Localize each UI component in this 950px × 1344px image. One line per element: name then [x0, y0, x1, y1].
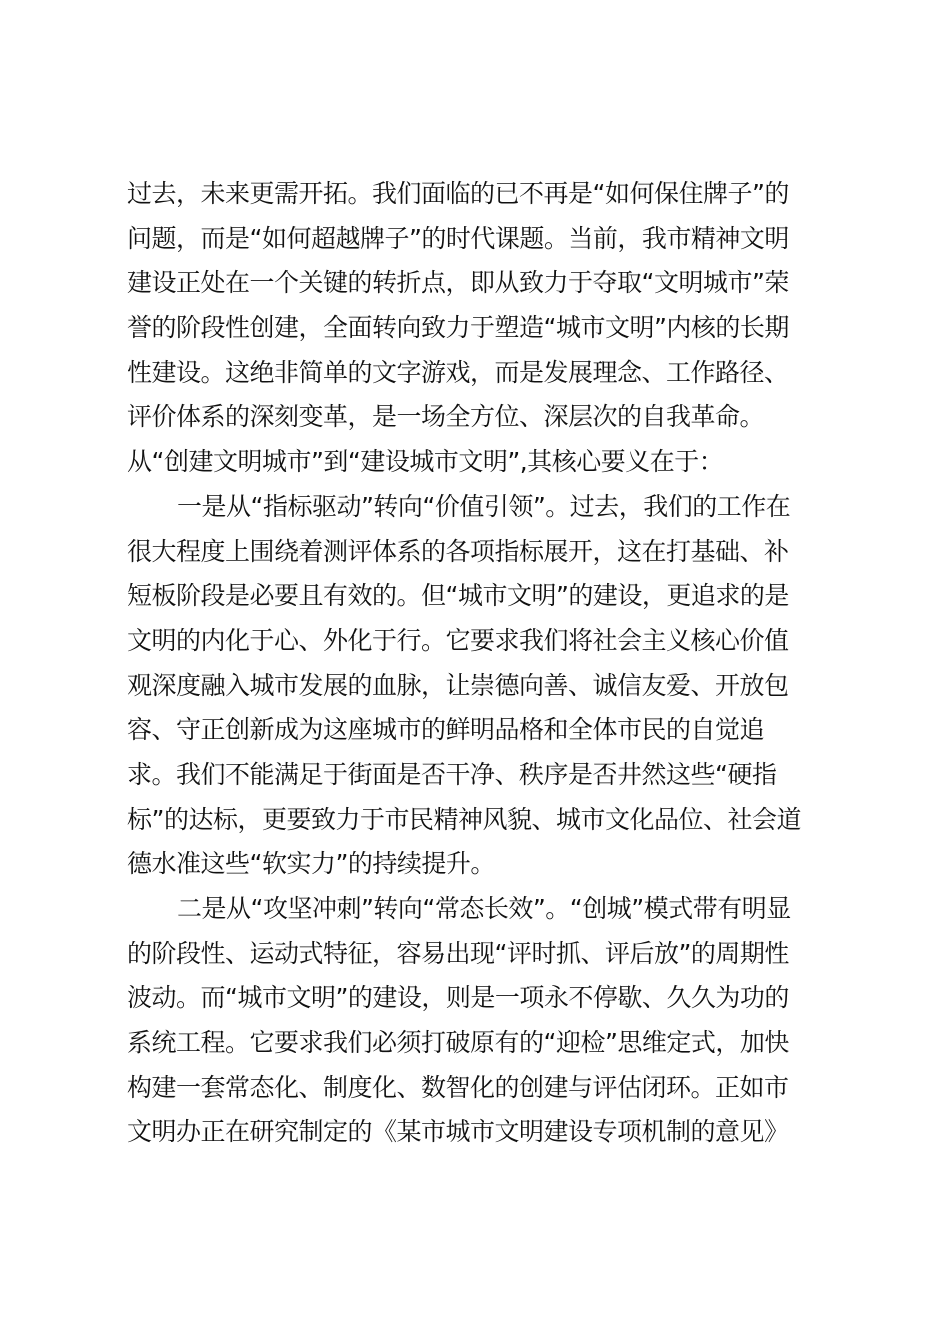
text-line: 过去，未来更需开拓。我们面临的已不再是“如何保住牌子”的 — [127, 179, 789, 208]
paragraph-point-two — [127, 887, 827, 1155]
text-line: 很大程度上围绕着测评体系的各项指标展开，这在打基础、补 — [127, 536, 789, 566]
text-line: 标”的达标，更要致力于市民精神风貌、城市文化品位、社会道 — [127, 804, 801, 834]
text-line: 短板阶段是必要且有效的。但“城市文明”的建设，更追求的是 — [127, 581, 789, 611]
text-line: 德水准这些“软实力”的持续提升。 — [127, 849, 495, 879]
paragraph-intro — [127, 440, 827, 485]
text-line: 文明的内化于心、外化于行。它要求我们将社会主义核心价值 — [127, 625, 789, 655]
text-line: 性建设。这绝非简单的文字游戏，而是发展理念、工作路径、 — [127, 357, 789, 387]
text-line: 从“创建文明城市”到“建设城市文明”,其核心要义在于： — [127, 447, 724, 477]
text-line: 的阶段性、运动式特征，容易出现“评时抓、评后放”的周期性 — [127, 938, 789, 968]
text-line: 文明办正在研究制定的《某市城市文明建设专项机制的意见》 — [127, 1117, 789, 1147]
text-line: 建设正处在一个关键的转折点，即从致力于夺取“文明城市”荣 — [127, 268, 789, 298]
text-line: 评价体系的深刻变革，是一场全方位、深层次的自我革命。 — [127, 402, 765, 432]
text-line: 波动。而“城市文明”的建设，则是一项永不停歇、久久为功的 — [127, 983, 789, 1013]
text-line: 容、守正创新成为这座城市的鲜明品格和全体市民的自觉追 — [127, 715, 765, 745]
text-line: 求。我们不能满足于街面是否干净、秩序是否井然这些“硬指 — [127, 759, 777, 789]
text-line: 问题，而是“如何超越牌子”的时代课题。当前，我市精神文明 — [127, 223, 789, 253]
text-line: 誉的阶段性创建，全面转向致力于塑造“城市文明”内核的长期 — [127, 313, 789, 343]
paragraph-continuation — [127, 172, 827, 440]
paragraph-point-one — [127, 485, 827, 887]
text-line: 一是从“指标驱动”转向“价值引领”。过去，我们的工作在 — [177, 491, 791, 521]
document-body — [127, 172, 827, 1155]
text-line: 构建一套常态化、制度化、数智化的创建与评估闭环。正如市 — [127, 1072, 789, 1102]
text-line: 系统工程。它要求我们必须打破原有的“迎检”思维定式，加快 — [127, 1028, 789, 1058]
text-line: 观深度融入城市发展的血脉，让崇德向善、诚信友爱、开放包 — [127, 670, 789, 700]
text-line: 二是从“攻坚冲刺”转向“常态长效”。“创城”模式带有明显 — [177, 894, 791, 923]
